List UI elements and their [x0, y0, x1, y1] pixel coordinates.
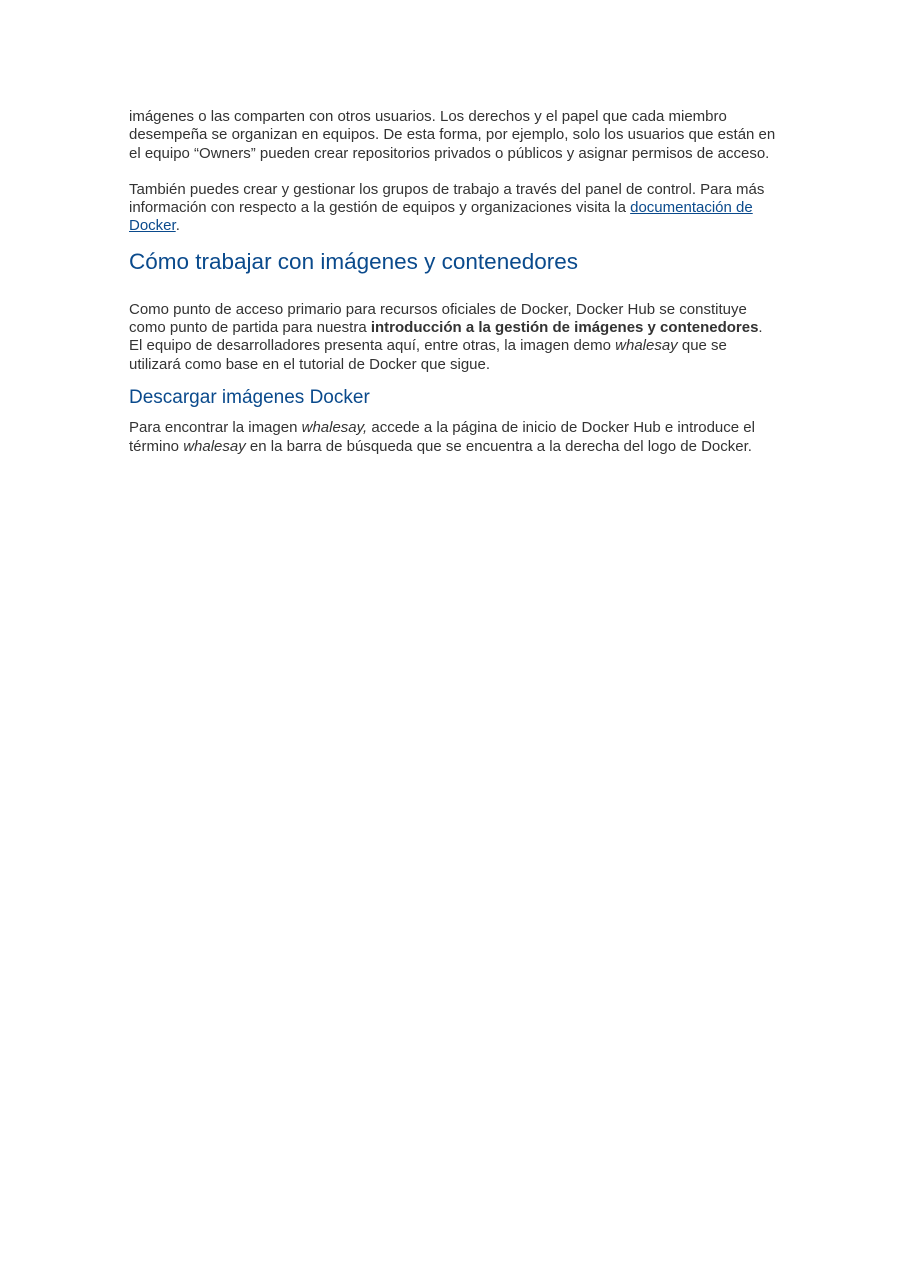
paragraph-docker-hub-text3: que se utilizará como base en el tutorial de Docker que sigue. [129, 337, 727, 373]
paragraph-whalesay-text2: accede a la página de inicio de Docker Hub e introduce el término [129, 418, 755, 455]
paragraph-control-panel-text: También puedes crear y gestionar los grupos de trabajo a través del panel de control. Para más información con respecto a la gestión de equipos y organizaciones visita la [129, 180, 765, 217]
subsection-heading-download-images: Descargar imágenes Docker [129, 386, 370, 408]
paragraph-docker-hub-text2: . El equipo de desarrolladores presenta aquí, entre otras, la imagen demo [129, 319, 763, 355]
section-heading-images-containers: Cómo trabajar con imágenes y contenedores [129, 248, 579, 274]
paragraph-control-panel-end: . [175, 217, 180, 235]
paragraph-whalesay-search [129, 418, 779, 456]
paragraph-docker-hub-bold: introducción a la gestión de imágenes y contenedores [370, 319, 759, 337]
paragraph-whalesay-italic2: whalesay [183, 437, 246, 455]
paragraph-control-panel [129, 181, 779, 236]
paragraph-whalesay-italic1: whalesay, [301, 418, 368, 436]
paragraph-teams: imágenes o las comparten con otros usuarios. Los derechos y el papel que cada miembro desempeña se organizan en equipos. De esta forma, por ejemplo, solo los usuarios que están en el equipo “Owners” pueden crear repositorios privados o públicos y asignar permisos de acceso. [129, 108, 776, 162]
paragraph-docker-hub-italic: whalesay [615, 337, 678, 355]
paragraph-whalesay-text1: Para encontrar la imagen [129, 418, 302, 436]
document-page [129, 108, 779, 456]
paragraph-docker-hub-text1: Como punto de acceso primario para recursos oficiales de Docker, Docker Hub se constituye como punto de partida para nuestra [129, 300, 747, 337]
paragraph-whalesay-text3: en la barra de búsqueda que se encuentra a la derecha del logo de Docker. [245, 437, 752, 455]
docker-documentation-link[interactable]: documentación de Docker [129, 199, 753, 235]
paragraph-docker-hub [129, 301, 779, 374]
